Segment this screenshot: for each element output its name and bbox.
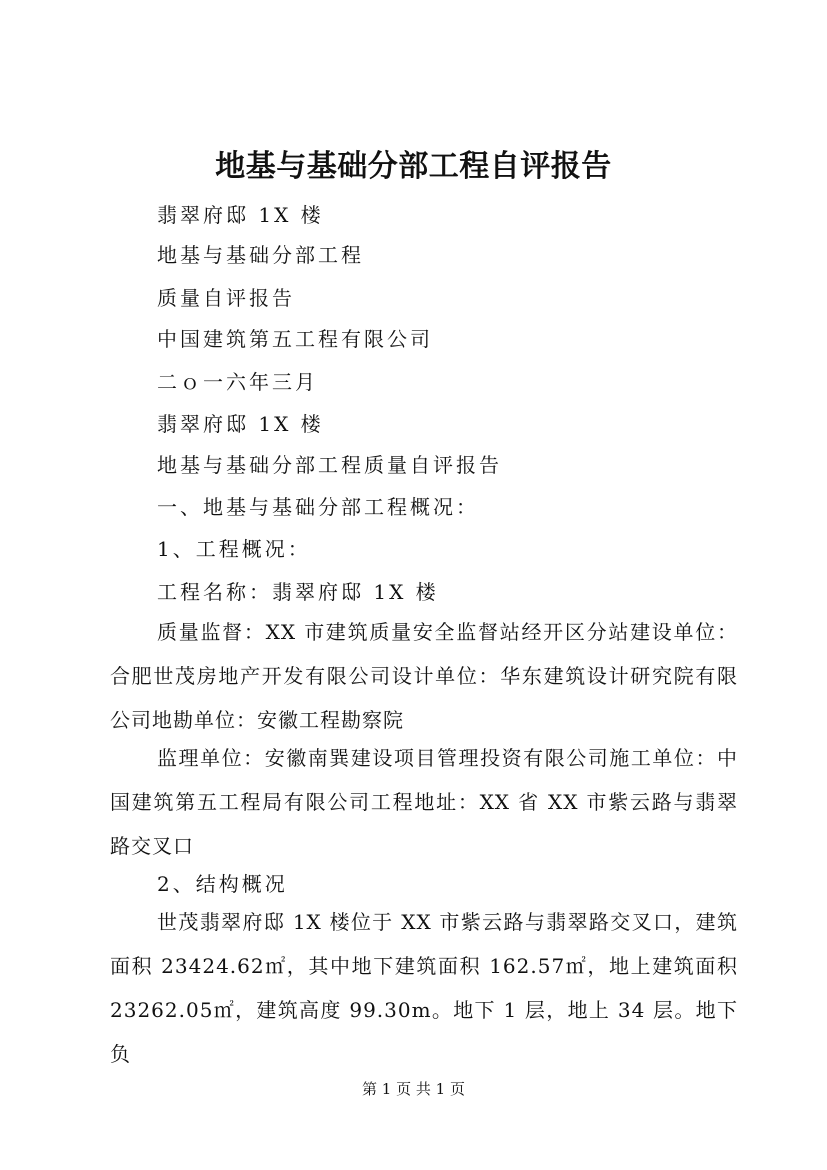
- quality-supervision-paragraph: 质量监督：XX 市建筑质量安全监督站经开区分站建设单位：合肥世茂房地产开发有限公司设计单位：华东建筑设计研究院有限公司地勘单位：安徽工程勘察院: [110, 620, 738, 732]
- cover-line-company: 中国建筑第五工程有限公司: [157, 327, 433, 351]
- subsection-heading-project-overview: 1、工程概况：: [157, 537, 311, 561]
- subsection-heading-structure: 2、结构概况: [157, 872, 288, 896]
- structure-overview-paragraph: 世茂翡翠府邸 1X 楼位于 XX 市紫云路与翡翠路交叉口，建筑面积 23424.62㎡，其中地下建筑面积 162.57㎡，地上建筑面积 23262.05㎡，建筑高度 99.30m。地下 1 层，地上 34 层。地下负: [110, 910, 738, 1066]
- cover-line-division: 地基与基础分部工程: [157, 243, 364, 267]
- supervision-unit-paragraph: 监理单位：安徽南巽建设项目管理投资有限公司施工单位：中国建筑第五工程局有限公司工程地址：XX 省 XX 市紫云路与翡翠路交叉口: [110, 746, 738, 858]
- body-line-report-title: 地基与基础分部工程质量自评报告: [157, 453, 502, 477]
- cover-line-project: 翡翠府邸 1X 楼: [157, 203, 324, 227]
- cover-line-date: 二ｏ一六年三月: [157, 370, 318, 394]
- cover-line-report-type: 质量自评报告: [157, 286, 295, 310]
- section-heading-overview: 一、地基与基础分部工程概况：: [157, 495, 479, 519]
- page-number-footer: 第 1 页 共 1 页: [362, 1080, 465, 1098]
- project-name-line: 工程名称：翡翠府邸 1X 楼: [157, 580, 439, 604]
- body-line-project: 翡翠府邸 1X 楼: [157, 412, 324, 436]
- document-title: 地基与基础分部工程自评报告: [215, 149, 612, 184]
